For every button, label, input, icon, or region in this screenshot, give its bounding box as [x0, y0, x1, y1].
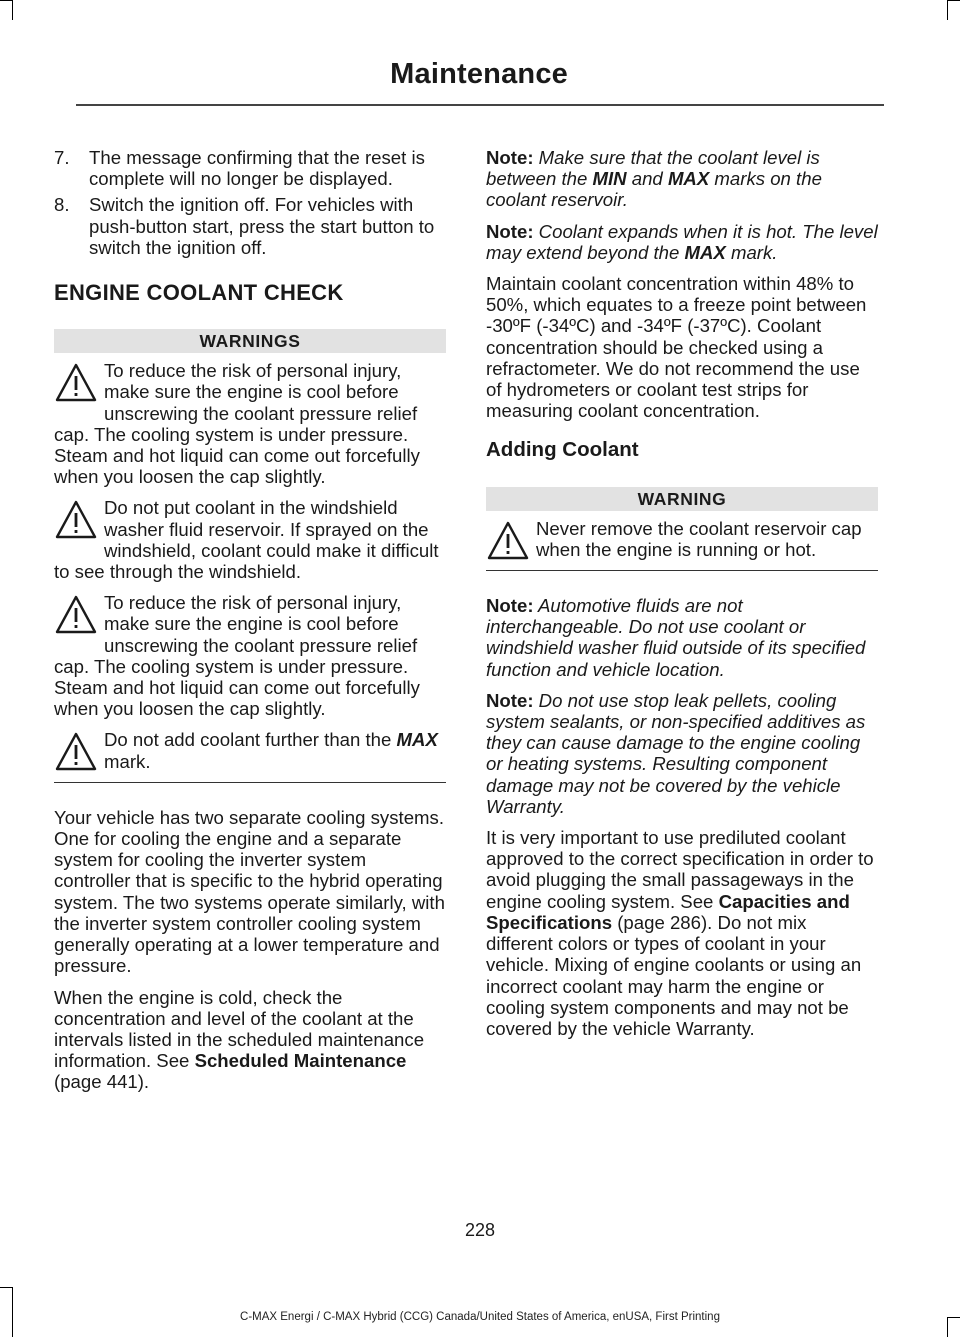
warning-text: To reduce the risk of personal injury, make sure the engine is cool before unscrewing the coolant pressure relief cap. The cooling system is under pressure. Steam and hot liquid can come out forcefully when you loosen the cap slightly.	[54, 592, 420, 720]
crop-mark	[12, 0, 13, 20]
warning-header: WARNING	[486, 487, 878, 511]
crop-mark	[0, 1287, 12, 1288]
crop-mark	[948, 0, 960, 1]
warning-triangle-icon	[54, 731, 98, 773]
warning-triangle-icon	[486, 520, 530, 562]
subheading-adding-coolant: Adding Coolant	[486, 438, 639, 462]
note-label: Note:	[486, 595, 534, 617]
warning-text: mark.	[104, 750, 151, 772]
crop-mark	[947, 0, 948, 20]
warning-item	[54, 592, 446, 719]
footer-text: C-MAX Energi / C-MAX Hybrid (CCG) Canada/United States of America, enUSA, First Printing	[240, 1311, 720, 1323]
note-stop-leak	[486, 690, 878, 817]
cross-reference-link[interactable]: Scheduled Maintenance	[194, 1050, 407, 1072]
note-label: Note:	[486, 220, 534, 242]
max-mark: MAX	[396, 729, 438, 751]
header-divider	[76, 104, 884, 106]
page-reference: (page 286).	[612, 911, 713, 933]
note-text: marks on the coolant reservoir.	[486, 168, 822, 211]
note-fluids	[486, 595, 878, 680]
note-text: Make sure that the coolant level is between the	[486, 147, 820, 190]
note-text: Do not use stop leak pellets, cooling system sealants, or non-specified additives as they can cause damage to the engine cooling or heating systems. Resulting component damage may not be covered by the vehicle Warranty.	[486, 689, 866, 817]
min-mark: MIN	[592, 168, 627, 190]
warning-item	[54, 360, 446, 487]
warning-triangle-icon	[54, 594, 98, 636]
paragraph-text: It is very important to use prediluted coolant approved to the correct specification in order to avoid plugging the small passageways in the engine cooling system. See	[486, 827, 874, 912]
paragraph-check-cold	[54, 987, 446, 1093]
note-text: Coolant expands when it is hot. The level may extend beyond the	[486, 220, 878, 263]
note-text: Automotive fluids are not interchangeable. Do not use coolant or windshield washer fluid outside of its specified function and vehicle location.	[486, 595, 866, 680]
step-number: 8.	[54, 194, 70, 216]
warnings-header: WARNINGS	[54, 329, 446, 353]
warnings-box	[54, 329, 446, 783]
warning-text: Do not put coolant in the windshield washer fluid reservoir. If sprayed on the windshield, coolant could make it difficult to see through the windshield.	[54, 497, 439, 583]
warning-text: Do not add coolant further than the	[104, 729, 397, 751]
paragraph-text: When the engine is cold, check the concentration and level of the coolant at the intervals listed in the scheduled maintenance information. See	[54, 986, 425, 1072]
paragraph-prediluted	[486, 827, 878, 1039]
warning-item	[54, 497, 446, 582]
warning-triangle-icon	[54, 499, 98, 541]
max-mark: MAX	[667, 168, 710, 190]
note-text: mark.	[725, 241, 778, 263]
page-title: Maintenance	[390, 58, 568, 90]
page-number: 228	[464, 1220, 496, 1240]
max-mark: MAX	[684, 241, 726, 263]
note-text: and	[626, 168, 668, 190]
section-heading: ENGINE COOLANT CHECK	[54, 280, 344, 306]
warning-triangle-icon	[54, 362, 98, 404]
paragraph-concentration: Maintain coolant concentration within 48% to 50%, which equates to a freeze point between -30ºF (-34ºC) and -34ºF (-37ºC). Coolant concentration should be checked using a refractometer. We do not recommend the use of hydrometers or coolant test strips for measuring coolant concentration.	[486, 273, 867, 422]
paragraph-text: Do not mix different colors or types of coolant in your vehicle. Mixing of engine coolants or using an incorrect coolant may harm the engine or cooling system components and may not be covered by the vehicle Warranty.	[486, 911, 862, 1039]
list-item	[54, 147, 446, 189]
warning-box	[486, 487, 878, 571]
note-expands	[486, 221, 878, 263]
warning-text: Never remove the coolant reservoir cap when the engine is running or hot.	[536, 517, 862, 560]
note-label: Note:	[486, 147, 534, 168]
paragraph-cooling-systems: Your vehicle has two separate cooling systems. One for cooling the engine and a separate system for cooling the inverter system controller that is specific to the hybrid operating system. The two systems operate similarly, with the inverter system controller cooling system generally operating at a lower temperature and pressure.	[54, 806, 445, 977]
steps-list	[54, 147, 446, 258]
note-min-max	[486, 147, 878, 211]
step-text: Switch the ignition off. For vehicles with push-button start, press the start button to switch the ignition off.	[89, 194, 435, 258]
page-reference: (page 441).	[54, 1071, 150, 1093]
left-column	[54, 147, 446, 1103]
list-item	[54, 194, 446, 258]
note-label: Note:	[486, 689, 534, 711]
warning-text: To reduce the risk of personal injury, make sure the engine is cool before unscrewing the coolant pressure relief cap. The cooling system is under pressure. Steam and hot liquid can come out forcefully when you loosen the cap slightly.	[54, 360, 420, 488]
crop-mark	[0, 0, 12, 1]
step-number: 7.	[54, 147, 70, 168]
warning-item	[54, 729, 446, 782]
step-text: The message confirming that the reset is complete will no longer be displayed.	[89, 147, 425, 190]
cross-reference-link[interactable]: Capacities and Specifications	[486, 890, 850, 933]
warning-item	[486, 518, 878, 571]
right-column	[486, 147, 878, 1049]
